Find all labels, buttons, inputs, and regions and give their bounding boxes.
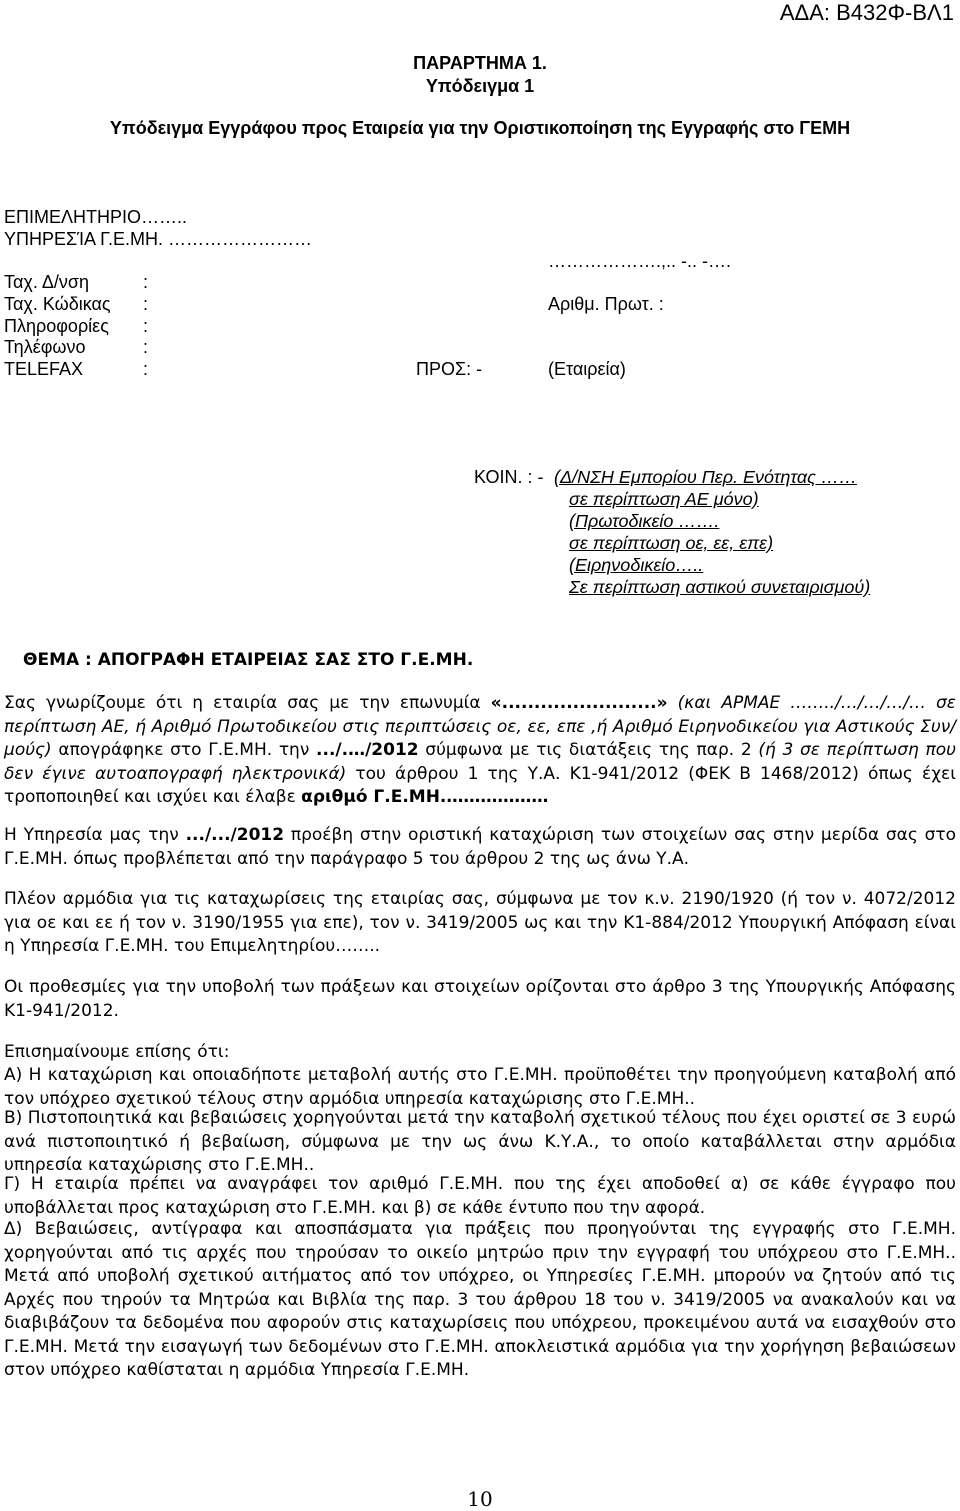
p2-text-2: προέβη στην οριστική καταχώριση των στοιχείων σας στην μερίδα σας στο Γ.Ε.ΜΗ. όπως προβλέπεται από την παράγραφο 5 του άρθρου 2 της ως άνω Υ.Α.: [4, 825, 956, 869]
cc-line-3: (Πρωτοδικείο …….: [569, 511, 720, 531]
page-number: 10: [467, 1487, 493, 1511]
p1-text-4: του άρθρου 1 της Υ.Α. Κ1-941/2012 (ΦΕΚ Β 1468/2012) όπως έχει τροποποιηθεί και ισχύει και έλαβε: [4, 763, 956, 807]
p1-text-2: απογράφηκε στο Γ.Ε.ΜΗ. την: [51, 740, 317, 760]
p2-date: .../.../2012: [185, 825, 285, 845]
p1-date: .../.…/2012: [316, 740, 419, 760]
paragraph-deadlines: Οι προθεσμίες για την υποβολή των πράξεων και στοιχείων ορίζονται στο άρθρο 3 της Υπουργικής Απόφασης Κ1-941/2012.: [4, 977, 956, 1021]
postal-label: Ταχ. Κώδικας: [4, 294, 111, 314]
p1-text-italic-2: (ή 3 σε περίπτωση που δεν έγινε αυτοαπογραφή ηλεκτρονικά): [4, 740, 956, 784]
cc-line-5: (Ειρηνοδικείο…..: [569, 555, 704, 575]
p2-text-1: Η Υπηρεσία μας την: [4, 825, 186, 845]
p1-company-name: «........................»: [490, 693, 668, 713]
document-title: Υπόδειγμα Εγγράφου προς Εταιρεία για την Οριστικοποίηση της Εγγραφής στο ΓΕΜΗ: [109, 118, 851, 138]
p1-text-1: Σας γνωρίζουμε ότι η εταιρία σας με την επωνυμία: [4, 693, 491, 713]
phone-label: Τηλέφωνο: [4, 337, 86, 357]
date-line: ……………….,.. -.. -….: [548, 251, 731, 271]
paragraph-notes-intro: Επισημαίνουμε επίσης ότι:: [4, 1042, 230, 1062]
cc-line-4: σε περίπτωση οε, εε, επε): [569, 533, 774, 553]
to-value: (Εταιρεία): [548, 359, 626, 379]
cc-line-6: Σε περίπτωση αστικού συνεταιρισμού): [569, 577, 871, 597]
address-label: Ταχ. Δ/νση: [4, 272, 90, 292]
note-a: Α) Η καταχώριση και οποιαδήποτε μεταβολή αυτής στο Γ.Ε.ΜΗ. προϋποθέτει την προηγούμενη καταβολή από τον υπόχρεο σχετικού τέλους στην αρμόδια υπηρεσία καταχώρισης στο Γ.Ε.ΜΗ..: [4, 1065, 956, 1109]
fax-label: TELEFAX: [4, 359, 84, 379]
annex-title: ΠΑΡΑΡΤΗΜΑ 1.: [413, 53, 547, 73]
protocol-label: Αριθμ. Πρωτ. :: [548, 294, 664, 314]
sample-title: Υπόδειγμα 1: [425, 76, 535, 96]
chamber-line: ΕΠΙΜΕΛΗΤΗΡΙΟ……..: [4, 207, 188, 227]
ada-code: ΑΔΑ: Β432Φ-ΒΛ1: [779, 0, 954, 25]
service-line: ΥΠΗΡΕΣΊΑ Γ.Ε.ΜΗ. ……………………: [4, 229, 313, 249]
note-b: Β) Πιστοποιητικά και βεβαιώσεις χορηγούνται μετά την καταβολή σχετικού τέλους που έχει οριστεί σε 3 ευρώ ανά πιστοποιητικό ή βεβαίωση, σύμφωνα με την ως άνω Κ.Υ.Α., το οποίο καταβάλλεται στην αρμόδια υπηρεσία καταχώρισης στο Γ.Ε.ΜΗ..: [4, 1108, 956, 1175]
p1-text-italic-1: (και ΑΡΜΑΕ ……../…/…/…/… σε περίπτωση ΑΕ, ή Αριθμό Πρωτοδικείου στις περιπτώσεις οε, εε, επε ,ή Αριθμό Ειρηνοδικείου για Αστικούς Συν/μούς): [4, 693, 956, 760]
fax-colon: :: [143, 359, 149, 379]
paragraph-registration: [4, 692, 956, 810]
p1-gemi-number: αριθμό Γ.Ε.ΜΗ.………………: [301, 787, 549, 807]
paragraph-competent-service: Πλέον αρμόδια για τις καταχωρίσεις της εταιρίας σας, σύμφωνα με τον κ.ν. 2190/1920 (ή τον ν. 4072/2012 για οε και εε ή τον ν. 3190/1955 για επε), τον ν. 3419/2005 ως και την Κ1-884/2012 Υπουργική Απόφαση είναι η Υπηρεσία Γ.Ε.ΜΗ. του Επιμελητηρίου……..: [4, 889, 956, 956]
info-label: Πληροφορίες: [4, 316, 109, 336]
p1-text-3: σύμφωνα με τις διατάξεις της παρ. 2: [418, 740, 759, 760]
postal-colon: :: [143, 294, 149, 314]
note-c: Γ) Η εταιρία πρέπει να αναγράφει τον αριθμό Γ.Ε.ΜΗ. που της έχει αποδοθεί α) σε κάθε έγγραφο που υποβάλλεται προς καταχώριση στο Γ.Ε.ΜΗ. και β) σε κάθε έντυπο που την αφορά.: [4, 1174, 956, 1218]
to-label: ΠΡΟΣ: -: [416, 359, 483, 379]
paragraph-final-registration: [4, 824, 956, 871]
address-colon: :: [143, 272, 149, 292]
cc-label: ΚΟΙΝ. : -: [474, 467, 544, 487]
phone-colon: :: [143, 337, 149, 357]
note-d: Δ) Βεβαιώσεις, αντίγραφα και αποσπάσματα για πράξεις που προηγούνται της εγγραφής στο Γ.Ε.ΜΗ. χορηγούνται από τις αρχές που τηρούσαν το οικείο μητρώο πριν την εγγραφή του υπόχρεου στο Γ.Ε.ΜΗ.. Μετά από υποβολή σχετικού αιτήματος από τον υπόχρεο, οι Υπηρεσίες Γ.Ε.ΜΗ. μπορούν να ζητούν από τις Αρχές που τηρούν τα Μητρώα και Βιβλία της παρ. 3 του άρθρου 18 του ν. 3419/2005 να ανακαλούν και να διαβιβάζουν τα δεδομένα που αφορούν στις καταχωρίσεις που υπόχρεου, προκειμένου αυτά να εισαχθούν στο Γ.Ε.ΜΗ. Μετά την εισαγωγή των δεδομένων στο Γ.Ε.ΜΗ. αποκλειστικά αρμόδια για την χορήγηση βεβαιώσεων στον υπόχρεο καθίσταται η αρμόδια Υπηρεσία Γ.Ε.ΜΗ.: [4, 1219, 956, 1380]
info-colon: :: [143, 316, 149, 336]
cc-line-2: σε περίπτωση ΑΕ μόνο): [569, 489, 759, 509]
subject-line: ΘΕΜΑ : ΑΠΟΓΡΑΦΗ ΕΤΑΙΡΕΙΑΣ ΣΑΣ ΣΤΟ Γ.Ε.ΜΗ.: [23, 650, 474, 670]
cc-line-1: (Δ/ΝΣΗ Εμπορίου Περ. Ενότητας ……: [554, 467, 857, 487]
